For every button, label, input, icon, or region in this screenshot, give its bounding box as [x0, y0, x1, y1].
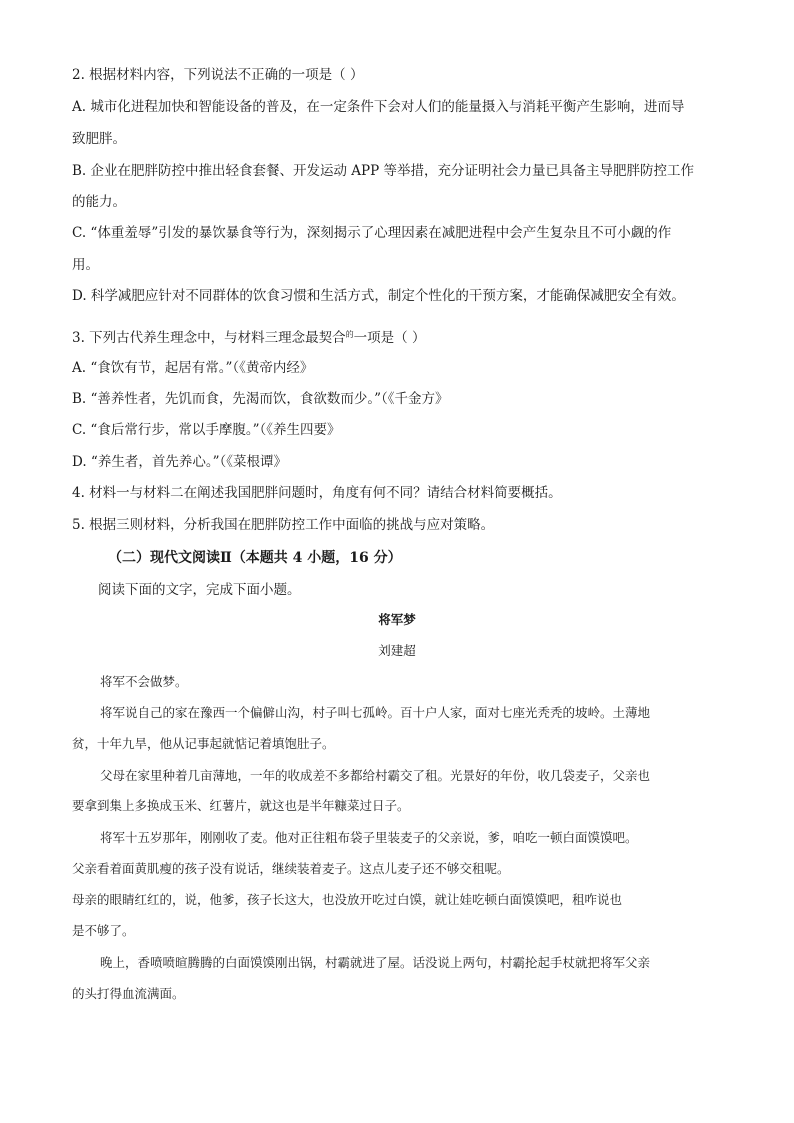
question-3-option-c: C. “食后常行步，常以手摩腹。”（《养生四要》	[72, 422, 341, 438]
question-4: 4. 材料一与材料二在阐述我国肥胖问题时，角度有何不同？请结合材料简要概括。	[72, 485, 562, 501]
story-paragraph-3-line1: 父母在家里种着几亩薄地，一年的收成差不多都给村霸交了租。光景好的年份，收几袋麦子，父亲也	[100, 768, 651, 783]
question-3-option-a: A. “食饮有节，起居有常。”（《黄帝内经》	[72, 360, 314, 376]
question-3-stem-part1: 3. 下列古代养生理念中，与材料三理念最契合	[72, 330, 346, 346]
question-3-option-d: D. “养生者，首先养心。”（《菜根谭》	[72, 454, 287, 470]
story-paragraph-7-line2: 的头打得血流满面。	[72, 986, 185, 1001]
story-author: 刘建超	[378, 643, 416, 658]
story-title: 将军梦	[378, 612, 416, 627]
question-2-option-b-line1: B. 企业在肥胖防控中推出轻食套餐、开发运动 APP 等举措，充分证明社会力量已具备主导肥胖防控工作	[72, 163, 695, 179]
question-2-stem: 2. 根据材料内容，下列说法不正确的一项是（ ）	[72, 67, 364, 83]
story-paragraph-3-line2: 要拿到集上多换成玉米、红薯片，就这也是半年糠菜过日子。	[72, 798, 410, 813]
question-3-stem-superscript: 的	[345, 330, 354, 339]
story-paragraph-2-line2: 贫，十年九旱，他从记事起就惦记着填饱肚子。	[72, 736, 335, 751]
question-2-option-c-line2: 用。	[72, 257, 99, 273]
story-paragraph-6-line2: 是不够了。	[72, 923, 135, 938]
story-paragraph-5: 父亲看着面黄肌瘦的孩子没有说话，继续装着麦子。这点儿麦子还不够交租呢。	[72, 861, 510, 876]
story-paragraph-6-line1: 母亲的眼睛红红的，说，他爹，孩子长这大，也没放开吃过白馍，就让娃吃顿白面馍馍吧，租咋说也	[72, 892, 623, 907]
question-2-option-b-line2: 的能力。	[72, 194, 126, 210]
question-2-option-a-line2: 致肥胖。	[72, 131, 126, 147]
question-3-stem-part2: 一项是（ ）	[353, 330, 426, 346]
question-3-stem	[72, 326, 722, 347]
question-3-option-b: B. “善养性者，先饥而食，先渴而饮，食欲数而少。”（《千金方》	[72, 391, 449, 407]
story-paragraph-1: 将军不会做梦。	[100, 674, 188, 689]
story-paragraph-2-line1: 将军说自己的家在豫西一个偏僻山沟，村子叫七孤岭。百十户人家，面对七座光秃秃的坡岭。土薄地	[100, 705, 651, 720]
question-2-option-a-line1: A. 城市化进程加快和智能设备的普及，在一定条件下会对人们的能量摄入与消耗平衡产生影响，进而导	[72, 99, 685, 115]
story-paragraph-4: 将军十五岁那年，刚刚收了麦。他对正往粗布袋子里装麦子的父亲说，爹，咱吃一顿白面馍馍吧。	[100, 830, 638, 845]
story-paragraph-7-line1: 晚上，香喷喷暄腾腾的白面馍馍刚出锅，村霸就进了屋。话没说上两句，村霸抡起手杖就把将军父亲	[100, 955, 651, 970]
section-instruction: 阅读下面的文字，完成下面小题。	[98, 582, 301, 598]
question-2-option-d: D. 科学减肥应针对不同群体的饮食习惯和生活方式，制定个性化的干预方案，才能确保减肥安全有效。	[72, 288, 685, 304]
question-2-option-c-line1: C. “体重羞辱”引发的暴饮暴食等行为，深刻揭示了心理因素在减肥进程中会产生复杂且不可小觑的作	[72, 225, 672, 241]
question-5: 5. 根据三则材料，分析我国在肥胖防控工作中面临的挑战与应对策略。	[72, 517, 495, 533]
section-heading: （二）现代文阅读Ⅱ（本题共 4 小题，16 分）	[108, 550, 402, 566]
